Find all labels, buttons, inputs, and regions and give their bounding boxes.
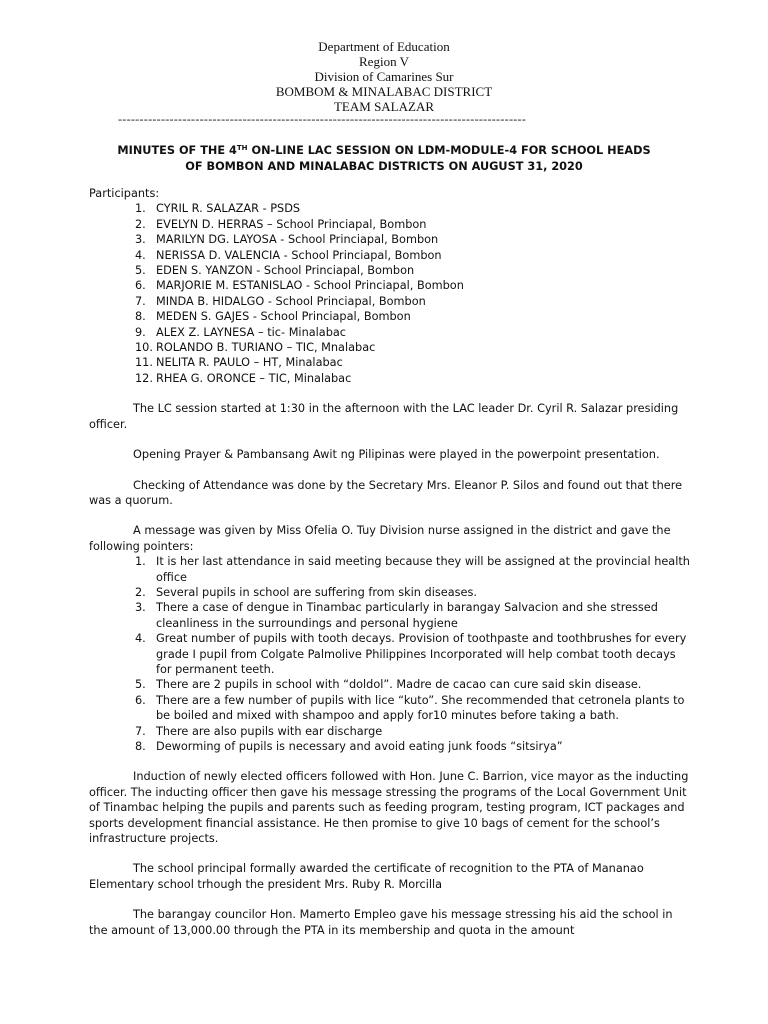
paragraph-recognition: The school principal formally awarded the certificate of recognition to the PTA of Mananao Elementary school trhough the president Mrs. Ruby R. Morcilla xyxy=(89,862,644,891)
list-item xyxy=(89,693,693,724)
paragraph-nurse-message: A message was given by Miss Ofelia O. Tuy Division nurse assigned in the district and gave the following pointers: xyxy=(89,524,671,553)
header-line-region: Region V xyxy=(359,54,409,69)
list-item xyxy=(89,355,693,370)
list-number: 8. xyxy=(135,310,146,324)
participant-name: ROLANDO B. TURIANO – TIC, Mnalabac xyxy=(156,341,376,355)
document-body xyxy=(89,186,693,938)
participant-name: ALEX Z. LAYNESA – tic- Minalabac xyxy=(156,325,347,339)
list-number: 1. xyxy=(135,202,146,216)
paragraph-opening-prayer: Opening Prayer & Pambansang Awit ng Pilipinas were played in the powerpoint presentation. xyxy=(133,448,660,462)
paragraph-induction: Induction of newly elected officers followed with Hon. June C. Barrion, vice mayor as the inducting officer. The inducting officer then gave his message stressing the programs of the Local Government Unit of Tinambac helping the pupils and parents such as feeding program, testing program, ICT packages and sports development financial assistance. He then promise to give 10 bags of cement for the school’s infrastructure projects. xyxy=(89,770,689,846)
participant-name: MEDEN S. GAJES - School Princiapal, Bombon xyxy=(156,310,411,324)
list-number: 11. xyxy=(135,356,153,370)
list-number: 8. xyxy=(135,740,146,753)
list-item xyxy=(89,278,693,293)
title-line-1 xyxy=(80,143,688,159)
list-item xyxy=(89,232,693,247)
participant-name: MINDA B. HIDALGO - School Princiapal, Bombon xyxy=(156,294,426,308)
title-line-1-start: MINUTES OF THE 4 xyxy=(117,144,237,157)
document-title xyxy=(80,143,688,175)
pointers-list xyxy=(89,554,693,754)
header-divider: ----------------------------------------------------------------------------------------------- xyxy=(118,113,527,125)
list-number: 6. xyxy=(135,693,146,707)
list-item xyxy=(89,739,693,754)
pointer-text: Deworming of pupils is necessary and avoid eating junk foods “sitsirya” xyxy=(156,740,563,753)
participants-list xyxy=(89,201,693,386)
list-number: 2. xyxy=(135,217,146,231)
header-line-division: Division of Camarines Sur xyxy=(314,69,454,84)
pointer-text: There a case of dengue in Tinambac particularly in barangay Salvacion and she stressed cleanliness in the surroundings and personal hygiene xyxy=(156,601,658,630)
participants-label: Participants: xyxy=(89,187,160,200)
list-item xyxy=(89,325,693,340)
list-item xyxy=(89,677,693,692)
paragraph-councilor-message: The barangay councilor Hon. Mamerto Empleo gave his message stressing his aid the school in the amount of 13,000.00 through the PTA in its membership and quota in the amount xyxy=(89,908,673,937)
participant-name: NELITA R. PAULO – HT, Minalabac xyxy=(156,356,343,370)
list-number: 12. xyxy=(135,371,153,385)
title-superscript: TH xyxy=(236,144,248,152)
list-number: 4. xyxy=(135,632,146,646)
pointer-text: There are 2 pupils in school with “doldol”. Madre de cacao can cure said skin disease. xyxy=(156,678,642,692)
list-number: 2. xyxy=(135,585,146,599)
pointer-text: Several pupils in school are suffering from skin diseases. xyxy=(156,585,477,599)
list-item xyxy=(89,217,693,232)
list-item xyxy=(89,585,693,600)
list-item xyxy=(89,201,693,216)
participant-name: NERISSA D. VALENCIA - School Princiapal, Bombon xyxy=(156,248,442,262)
list-item xyxy=(89,294,693,309)
list-number: 9. xyxy=(135,325,146,339)
pointer-text: There are a few number of pupils with lice “kuto”. She recommended that cetronela plants to be boiled and mixed with shampoo and apply for10 minutes before taking a bath. xyxy=(156,693,685,723)
list-number: 7. xyxy=(135,724,146,738)
list-number: 4. xyxy=(135,248,146,262)
header-line-team: TEAM SALAZAR xyxy=(333,99,435,114)
list-number: 5. xyxy=(135,264,146,278)
paragraph-session-start: The LC session started at 1:30 in the afternoon with the LAC leader Dr. Cyril R. Salazar presiding officer. xyxy=(89,402,679,431)
list-number: 3. xyxy=(135,233,146,247)
list-item xyxy=(89,724,693,739)
letterhead xyxy=(0,39,768,114)
participant-name: CYRIL R. SALAZAR - PSDS xyxy=(156,202,301,216)
list-number: 5. xyxy=(135,678,146,692)
list-number: 3. xyxy=(135,601,146,615)
list-item xyxy=(89,600,693,631)
title-line-1-end: ON-LINE LAC SESSION ON LDM-MODULE-4 FOR SCHOOL HEADS xyxy=(247,144,651,157)
list-item xyxy=(89,631,693,677)
header-line-district: BOMBOM & MINALABAC DISTRICT xyxy=(275,84,493,99)
participant-name: MARJORIE M. ESTANISLAO - School Princiapal, Bombon xyxy=(156,279,464,293)
pointer-text: It is her last attendance in said meeting because they will be assigned at the provincial health office xyxy=(156,555,690,584)
participant-name: EDEN S. YANZON - School Princiapal, Bombon xyxy=(156,264,415,278)
title-line-2: OF BOMBON AND MINALABAC DISTRICTS ON AUGUST 31, 2020 xyxy=(185,160,583,173)
list-number: 7. xyxy=(135,294,146,308)
paragraph-attendance: Checking of Attendance was done by the Secretary Mrs. Eleanor P. Silos and found out that there was a quorum. xyxy=(89,478,683,507)
header-line-department: Department of Education xyxy=(318,39,450,54)
list-number: 1. xyxy=(135,555,146,569)
list-number: 10. xyxy=(135,341,153,355)
list-item xyxy=(89,248,693,263)
list-item xyxy=(89,340,693,355)
list-item xyxy=(89,309,693,324)
list-item xyxy=(89,263,693,278)
participant-name: EVELYN D. HERRAS – School Princiapal, Bombon xyxy=(156,217,427,231)
list-number: 6. xyxy=(135,279,146,293)
participant-name: MARILYN DG. LAYOSA - School Princiapal, Bombon xyxy=(156,233,439,247)
list-item xyxy=(89,554,693,585)
list-item xyxy=(89,371,693,386)
pointer-text: There are also pupils with ear discharge xyxy=(156,724,383,738)
pointer-text: Great number of pupils with tooth decays. Provision of toothpaste and toothbrushes for every grade I pupil from Colgate Palmolive Philippines Incorporated will help combat tooth decays for permanent teeth. xyxy=(156,632,687,676)
participant-name: RHEA G. ORONCE – TIC, Minalabac xyxy=(156,371,352,385)
